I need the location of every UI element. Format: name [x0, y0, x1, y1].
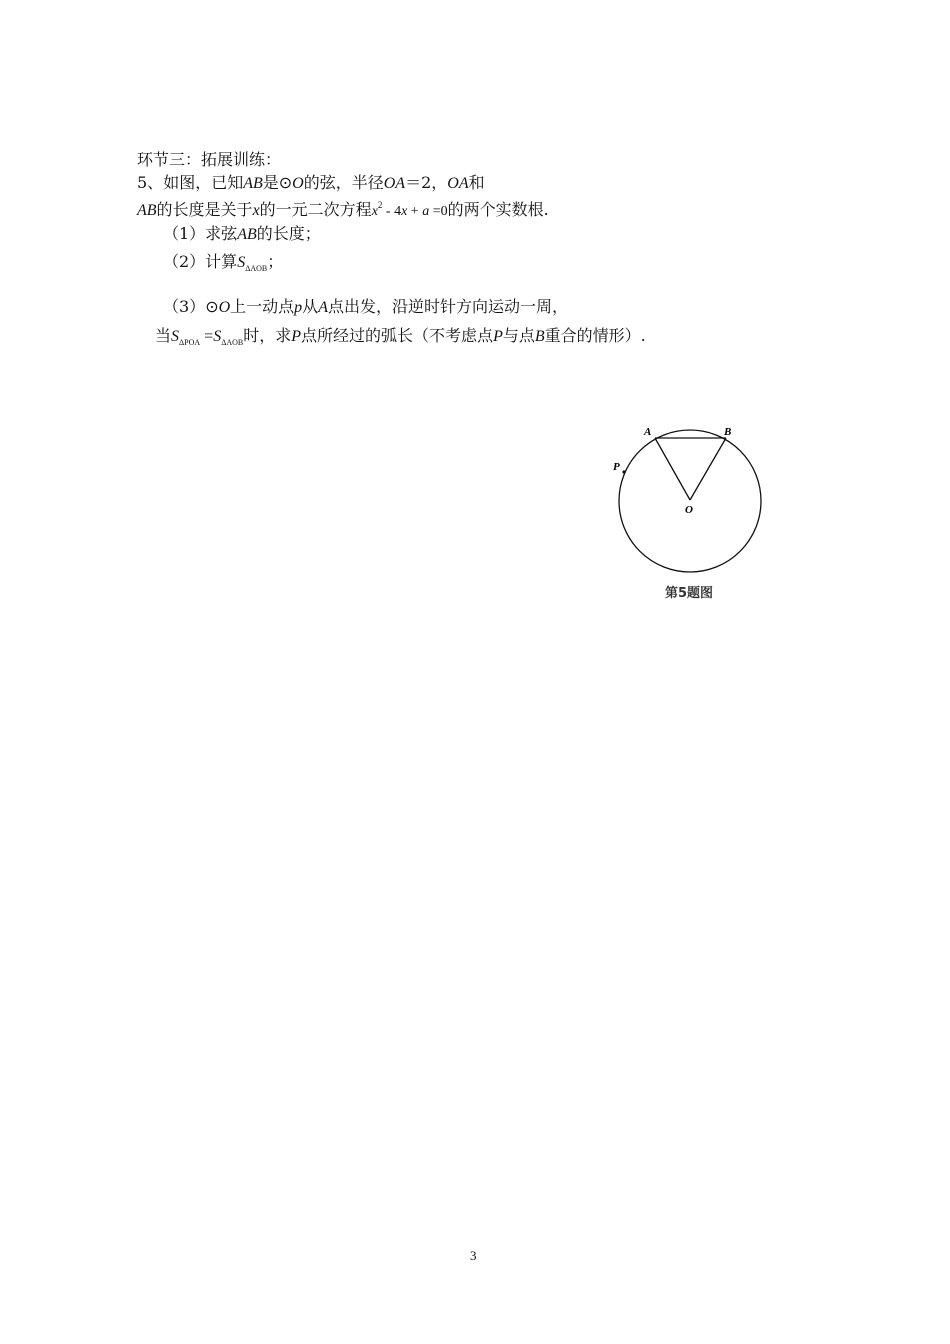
math-S: S [237, 254, 246, 271]
circle-o [619, 430, 761, 572]
text: （2）计算 [163, 252, 238, 271]
label-a: A [644, 426, 652, 438]
figure-caption: 第5题图 [665, 586, 714, 601]
text: 的两个实数根. [447, 200, 549, 219]
label-b: B [724, 426, 732, 438]
text: （3） [163, 297, 206, 316]
text: 和 [468, 173, 485, 192]
text: 从 [302, 297, 319, 316]
math-AB: AB [237, 226, 257, 243]
text: 如图，已知 [163, 173, 244, 192]
geometry-figure [600, 420, 780, 580]
part-3-condition [155, 326, 646, 349]
section-heading-text: 环节三：拓展训练： [137, 150, 282, 169]
math-x: x [401, 204, 408, 219]
text: 重合的情形）. [544, 326, 646, 345]
math-S: S [213, 328, 222, 345]
math-text: - 4 [382, 204, 402, 219]
text: 的长度； [256, 224, 321, 243]
text: 的弦，半径 [303, 173, 384, 192]
point-p-marker [622, 470, 625, 473]
part-3 [163, 297, 568, 318]
math-subscript: ΔAOB [221, 338, 244, 347]
math-P: P [493, 328, 503, 345]
math-exponent: 2 [377, 200, 383, 210]
text: 上一动点 [230, 297, 295, 316]
text: 与点 [502, 326, 535, 345]
math-a: a [422, 204, 430, 219]
math-p: p [294, 299, 303, 316]
math-A: A [318, 299, 328, 316]
text: ＝2， [405, 173, 448, 192]
problem-line-2 [137, 200, 549, 222]
math-OA: OA [383, 175, 406, 192]
math-O: O [292, 175, 304, 192]
text: 时，求 [243, 326, 292, 345]
text: 当 [155, 326, 172, 345]
math-O: O [218, 299, 231, 316]
math-subscript: ΔPOA [179, 338, 201, 347]
text: （1）求弦 [163, 224, 238, 243]
text: 点所经过的弧长（不考虑点 [301, 326, 494, 345]
part-2 [163, 252, 283, 275]
math-AB: AB [137, 202, 157, 219]
circle-symbol-icon: ⊙ [278, 173, 293, 192]
part-1 [163, 224, 321, 245]
math-P: P [291, 328, 302, 345]
problem-number: 5、 [137, 173, 164, 192]
math-x: x [252, 202, 260, 219]
label-o: O [685, 504, 693, 516]
problem-line-1 [137, 173, 485, 194]
text: ； [267, 252, 284, 271]
radius-ob [690, 438, 726, 500]
math-OA: OA [447, 175, 469, 192]
math-text: + [407, 204, 423, 219]
math-B: B [534, 328, 545, 345]
math-S: S [171, 328, 180, 345]
text: 的长度是关于 [156, 200, 253, 219]
page-number: 3 [470, 1248, 477, 1263]
label-p: P [613, 461, 620, 473]
radius-oa [655, 438, 690, 500]
text: 的一元二次方程 [259, 200, 372, 219]
math-x: x [371, 204, 378, 219]
math-text: =0 [429, 204, 448, 219]
text: 是 [262, 173, 279, 192]
math-AB: AB [243, 175, 263, 192]
section-heading [137, 150, 281, 170]
math-subscript: ΔAOB [245, 264, 268, 273]
text: 点出发，沿逆时针方向运动一周， [327, 297, 568, 316]
math-text: = [200, 328, 214, 345]
circle-symbol-icon: ⊙ [205, 297, 219, 316]
